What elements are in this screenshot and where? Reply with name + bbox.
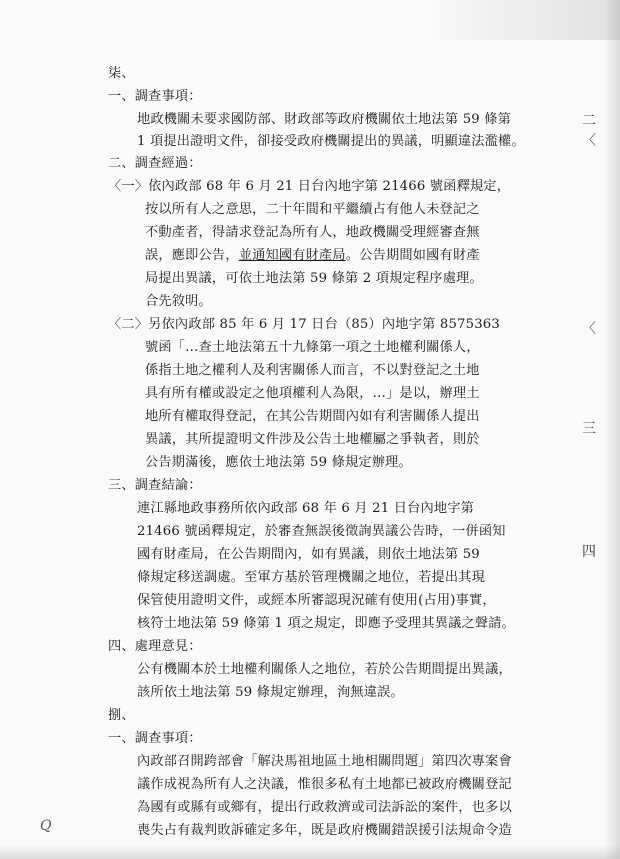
margin-mark: 〈 xyxy=(582,321,596,337)
text-line: 公有機關本於土地權利關係人之地位，若於公告期間提出異議， xyxy=(137,662,512,677)
text-line: 合先敘明。 xyxy=(145,294,212,309)
text-line: 為國有或縣有或鄉有，提出行政救濟或司法訴訟的案件，也多以 xyxy=(137,800,512,815)
text-line: 四、處理意見： xyxy=(108,639,202,654)
text-segment: 誤，應即公告， xyxy=(145,248,239,263)
text-line: 按以所有人之意思，二十年間和平繼續占有他人未登記之 xyxy=(145,202,480,217)
text-line: 一、調查事項： xyxy=(108,89,202,104)
text-line: 〈二〉另依內政部 85 年 6 月 17 日台（85）內地字第 8575363 xyxy=(108,317,500,332)
margin-mark: 三 xyxy=(582,421,596,437)
text-line xyxy=(145,248,480,264)
text-line: 內政部召開跨部會「解決馬祖地區土地相關問題」第四次專案會 xyxy=(137,754,512,769)
text-line: 具有所有權或設定之他項權利人為限，…」是以，辦理土 xyxy=(145,386,480,401)
scan-shadow-bottom xyxy=(0,845,620,859)
text-line: 柒、 xyxy=(108,66,135,81)
text-line: 1 項提出證明文件，卻接受政府機關提出的異議，明顯違法濫權。 xyxy=(137,134,525,149)
underlined-text: 並通知國有財產局 xyxy=(238,248,346,263)
text-line: 一、調查事項： xyxy=(108,731,202,746)
text-line: 喪失占有裁判敗訴確定多年，既是政府機關錯誤援引法規命令造 xyxy=(137,823,512,838)
text-line: 係指土地之權利人及利害關係人而言，不以對登記之土地 xyxy=(145,363,480,378)
text-line: 不動產者，得請求登記為所有人，地政機關受理經審查無 xyxy=(145,225,480,240)
margin-mark: 四 xyxy=(582,544,596,560)
text-segment: 。公告期間如國有財產 xyxy=(345,248,480,263)
margin-mark: 二 xyxy=(582,113,596,129)
text-line: 局提出異議，可依土地法第 59 條第 2 項規定程序處理。 xyxy=(145,271,483,286)
scan-shadow-right xyxy=(604,0,620,859)
text-line: 連江縣地政事務所依內政部 68 年 6 月 21 日台內地字第 xyxy=(137,501,475,516)
text-line: 21466 號函釋規定，於審查無誤後徵詢異議公告時，一併函知 xyxy=(137,524,506,539)
text-line: 保管使用證明文件，或經本所審認現況確有使用(占用)事實， xyxy=(137,593,496,608)
text-line: 公告期滿後，應依土地法第 59 條規定辦理。 xyxy=(145,455,412,470)
text-line: 三、調查結論： xyxy=(108,478,202,493)
text-line: 國有財產局，在公告期間內，如有異議，則依土地法第 59 xyxy=(137,547,480,562)
text-line: 捌、 xyxy=(108,708,135,723)
text-line: 異議，其所提證明文件涉及公告土地權屬之爭執者，則於 xyxy=(145,432,480,447)
text-line: 地政機關未要求國防部、財政部等政府機關依土地法第 59 條第 xyxy=(137,112,512,127)
text-line: 議作成視為所有人之決議，惟很多私有土地都已被政府機關登記 xyxy=(137,777,512,792)
text-line: 條規定移送調處。至軍方基於管理機關之地位，若提出其現 xyxy=(137,570,486,585)
margin-mark: 〈 xyxy=(582,133,596,149)
text-line: 該所依土地法第 59 條規定辦理，洵無違誤。 xyxy=(137,685,404,700)
handwritten-mark: Q xyxy=(40,818,52,834)
text-line: 地所有權取得登記，在其公告期間內如有利害關係人提出 xyxy=(145,409,480,424)
text-line: 號函「…查土地法第五十九條第一項之土地權利關係人， xyxy=(145,340,480,355)
scan-shadow-top xyxy=(420,0,620,40)
text-line: 〈一〉依內政部 68 年 6 月 21 日台內地字第 21466 號函釋規定， xyxy=(108,179,511,194)
text-line: 二、調查經過： xyxy=(108,156,202,171)
text-line: 核符土地法第 59 條第 1 項之規定，即應予受理其異議之聲請。 xyxy=(137,616,516,631)
